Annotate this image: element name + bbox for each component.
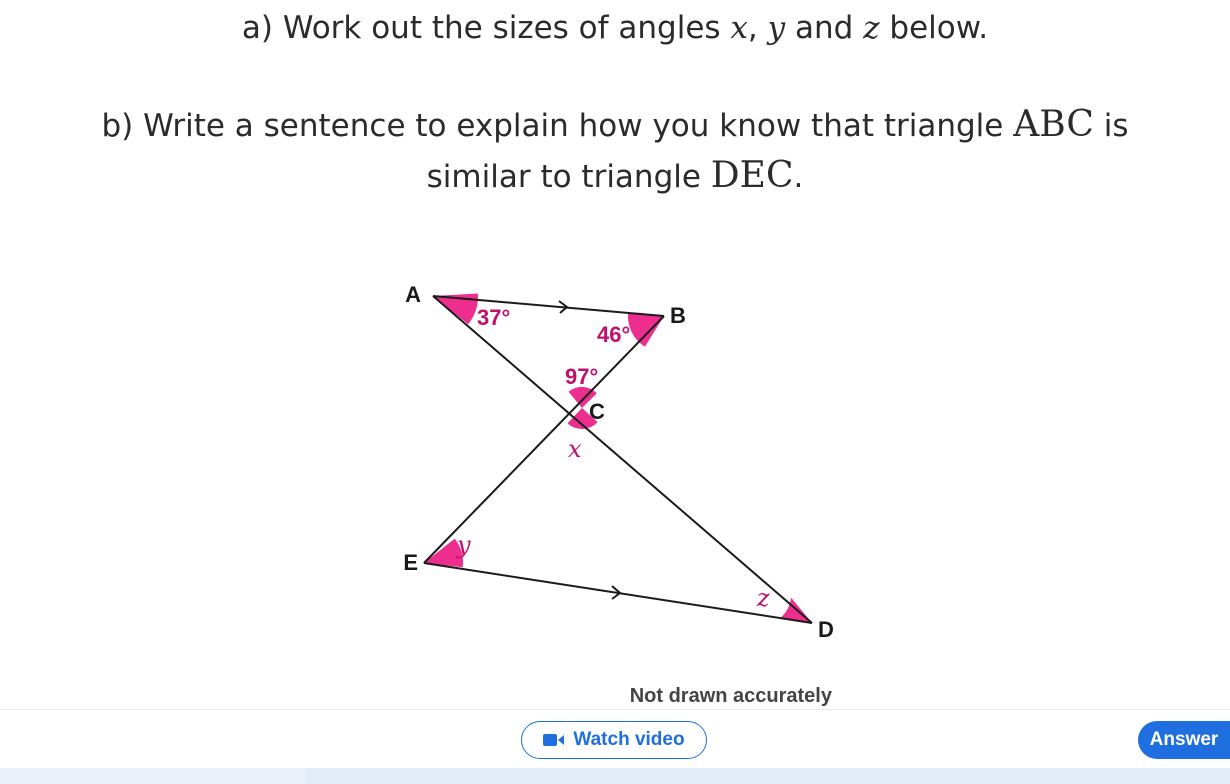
not-drawn-accurately-note: Not drawn accurately — [629, 685, 832, 707]
angle-label-z: z — [757, 584, 770, 612]
watch-video-button[interactable] — [521, 721, 707, 759]
angle-label-c-top: 97° — [565, 364, 599, 389]
angle-sector-b — [628, 313, 664, 346]
question-part-b-line1: b) Write a sentence to explain how you know that triangle ABC is — [101, 104, 1129, 145]
point-label-e: E — [403, 550, 418, 575]
angle-label-b: 46° — [597, 322, 631, 347]
angle-label-a: 37° — [477, 305, 511, 330]
angle-label-y: y — [457, 531, 471, 559]
divider — [0, 709, 1230, 710]
point-label-a: A — [405, 282, 421, 307]
point-label-c: C — [589, 399, 605, 424]
angle-label-x: x — [568, 435, 582, 463]
watch-video-label: Watch video — [573, 729, 685, 750]
point-label-b: B — [670, 303, 686, 328]
point-label-d: D — [818, 617, 834, 642]
video-camera-icon — [543, 733, 565, 747]
question-part-a: a) Work out the sizes of angles x, y and z below. — [241, 10, 989, 46]
question-part-b-line2: similar to triangle DEC. — [426, 155, 804, 196]
answer-label: Answer — [1149, 729, 1219, 750]
bottom-band-tab — [305, 768, 1230, 784]
segment-be — [424, 316, 664, 563]
answer-button[interactable] — [1138, 721, 1230, 759]
